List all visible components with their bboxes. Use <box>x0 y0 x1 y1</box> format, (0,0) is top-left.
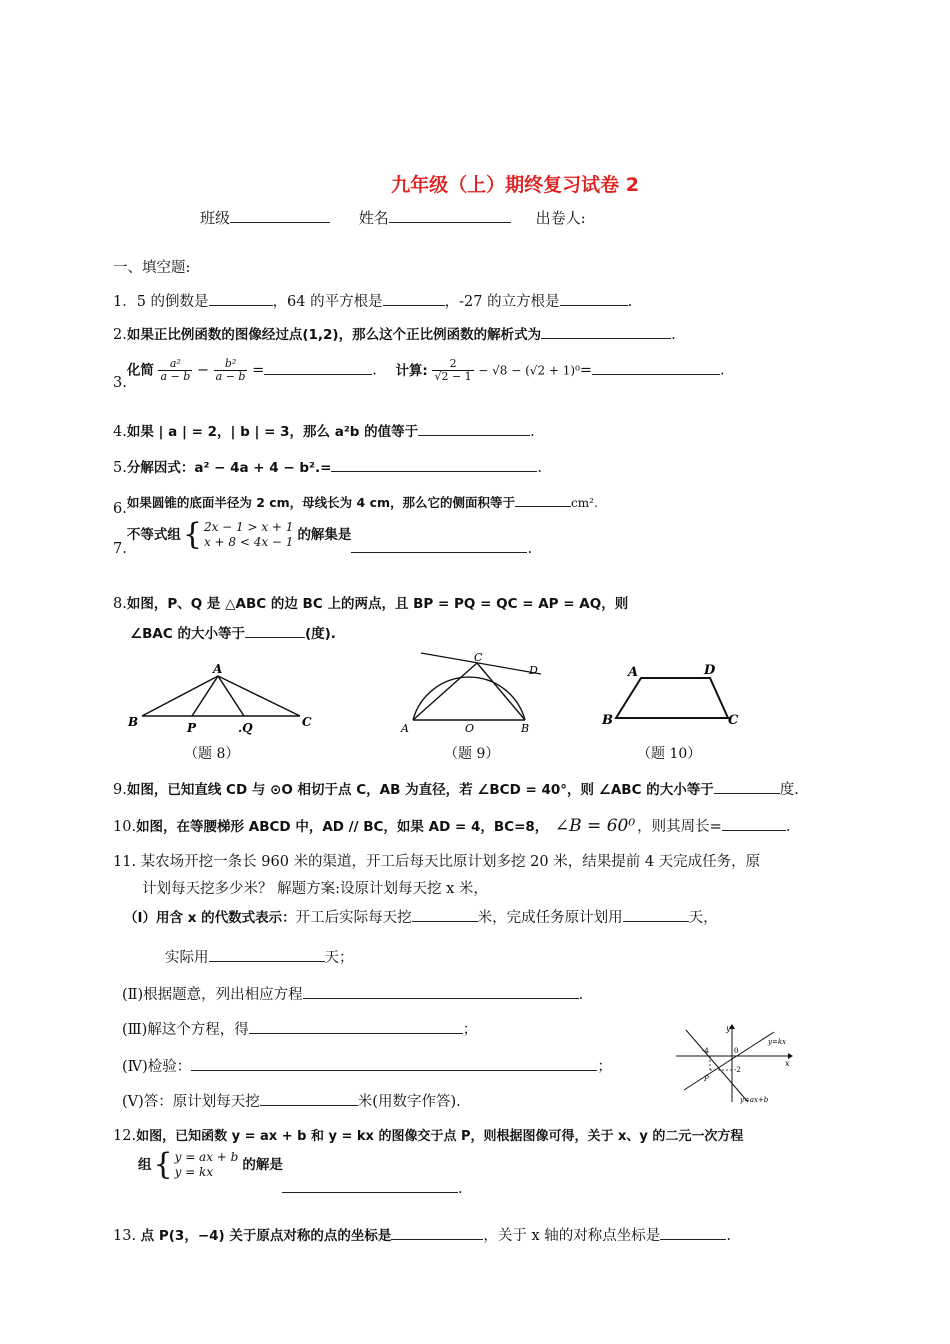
q8-text-2: ∠BAC 的大小等于 <box>130 626 245 642</box>
fig10-label-d: D <box>704 663 716 678</box>
q6-unit: cm². <box>571 496 598 510</box>
q12-blank[interactable] <box>282 1178 458 1193</box>
q11-p1-text-d: 天， <box>688 910 718 926</box>
q6-text: 如果圆锥的底面半径为 2 cm，母线长为 4 cm，那么它的侧面积等于 <box>126 495 516 510</box>
q11-p1-label: （Ⅰ）用含 x 的代数式表示： <box>124 910 296 926</box>
fig9-label-b: B <box>521 722 530 735</box>
graph-label-x: x <box>785 1059 790 1068</box>
q4-number: 4. <box>113 424 127 440</box>
question-5 <box>113 456 542 476</box>
question-13 <box>113 1224 731 1245</box>
fig8-label-a: A <box>213 662 223 676</box>
q1-text-c: ，-27 的立方根是 <box>444 294 560 310</box>
question-8 <box>113 592 628 612</box>
question-11-part2 <box>122 983 583 1004</box>
q11-p4-end: ； <box>597 1059 612 1075</box>
q3-equals: = <box>252 362 265 379</box>
q9-text: 如图，已知直线 CD 与 ⊙O 相切于点 C，AB 为直径，若 ∠BCD = 40°，则 ∠ABC 的大小等于 <box>126 782 714 798</box>
function-graph <box>672 1022 794 1106</box>
q11-p1-text-c: 米，完成任务原计划用 <box>477 910 623 926</box>
q2-end: . <box>671 327 676 343</box>
q13-blank-2[interactable] <box>660 1225 726 1240</box>
q12-text: 如图，已知函数 y = ax + b 和 y = kx 的图像交于点 P，则根据图像可得，关于 x、y 的二元一次方程 <box>136 1129 744 1144</box>
figure-9-circle <box>395 648 545 738</box>
q7-end: . <box>527 541 533 557</box>
section-heading: 一、填空题: <box>113 260 191 276</box>
q1-blank-1[interactable] <box>209 291 273 306</box>
q4-text: 如果 | a | = 2，| b | = 3，那么 a²b 的值等于 <box>126 424 419 440</box>
q7-number: 7. <box>113 541 127 557</box>
q12-solution-label: 的解是 <box>242 1157 283 1173</box>
q11-p2-end: . <box>578 987 584 1003</box>
q9-end: 度. <box>779 782 799 798</box>
q11-p5-end: 米(用数字作答). <box>357 1094 461 1110</box>
q4-end: . <box>530 424 535 440</box>
q10-text: 如图，在等腰梯形 ABCD 中，AD // BC，如果 AD = 4，BC=8， <box>136 819 549 835</box>
q7-system: 2x − 1 > x + 1 x + 8 < 4x − 1 <box>203 520 294 549</box>
q3-end: . <box>372 362 377 379</box>
q11-blank-6[interactable] <box>191 1056 597 1071</box>
q2-blank[interactable] <box>541 324 671 339</box>
fig8-label-b: B <box>128 715 139 729</box>
q1-blank-3[interactable] <box>560 291 628 306</box>
q11-blank-3[interactable] <box>209 947 325 962</box>
question-4 <box>113 420 535 440</box>
fig10-label-b: B <box>602 713 613 728</box>
q13-blank-1[interactable] <box>391 1225 483 1240</box>
q12-end: . <box>458 1181 463 1197</box>
q3-fraction-2: $\frac{\text{b²}}{a - b}$ <box>215 357 246 383</box>
figure-8-caption: （题 8） <box>184 746 240 762</box>
q11-p2-text: (Ⅱ)根据题意，列出相应方程 <box>122 987 303 1003</box>
q10-blank[interactable] <box>722 816 786 831</box>
header-info <box>200 207 586 228</box>
graph-line-kx <box>684 1032 774 1090</box>
q3-fraction-1: $\frac{\text{a²}}{a - b}$ <box>160 357 191 383</box>
question-12-answer <box>282 1178 463 1197</box>
q1-end: . <box>627 294 633 310</box>
figure-10-caption: （题 10） <box>637 746 702 762</box>
page-title: 九年级（上）期终复习试卷 2 <box>391 174 639 196</box>
q8-blank[interactable] <box>245 623 305 638</box>
q11-blank-4[interactable] <box>303 984 579 999</box>
question-11-line1: 11. 某农场开挖一条长 960 米的渠道，开工后每天比原计划多挖 20 米，结果提前 4 天完成任务，原 <box>113 854 761 870</box>
fig9-semicircle <box>413 677 525 720</box>
q1-text-a: 1．5 的倒数是 <box>113 294 209 310</box>
q11-blank-5[interactable] <box>249 1019 463 1034</box>
graph-label-kx: y=kx <box>768 1038 787 1046</box>
q1-text-b: ，64 的平方根是 <box>272 294 383 310</box>
q10-text-2: ，则其周长= <box>637 819 722 835</box>
q13-text-b: ，关于 x 轴的对称点坐标是 <box>483 1228 661 1244</box>
q11-p4-text: (Ⅳ)检验： <box>122 1059 192 1075</box>
q12-brace: { <box>153 1147 173 1182</box>
q9-blank[interactable] <box>714 779 780 794</box>
fig8-label-c: C <box>302 715 312 729</box>
q3-number: 3. <box>113 374 127 391</box>
fig9-label-d: D <box>529 664 538 677</box>
q7-blank[interactable] <box>351 538 527 553</box>
q11-blank-7[interactable] <box>260 1091 358 1106</box>
fig10-label-c: C <box>728 713 739 728</box>
fig10-trapezoid-shape <box>616 678 728 718</box>
q4-blank[interactable] <box>418 421 530 436</box>
question-11-part1 <box>124 906 718 927</box>
q11-blank-1[interactable] <box>412 907 478 922</box>
q11-p3-text: (Ⅲ)解这个方程，得 <box>122 1022 249 1038</box>
q8-text: 如图，P、Q 是 △ABC 的边 BC 上的两点，且 BP = PQ = QC = AP = AQ，则 <box>126 596 629 612</box>
q11-p1-text-f: 天； <box>324 950 354 966</box>
fig8-side-ab <box>142 676 218 716</box>
question-11-part4 <box>122 1055 612 1076</box>
q5-text: 分解因式：a² − 4a + 4 − b².= <box>126 460 332 476</box>
q3-equals-2: = <box>579 362 593 379</box>
q11-blank-2[interactable] <box>623 907 689 922</box>
question-2 <box>113 323 676 343</box>
q10-angle: ∠B = 60⁰ <box>554 816 636 836</box>
figure-10-trapezoid <box>598 656 748 736</box>
name-label: 姓名 <box>358 209 389 227</box>
q5-blank[interactable] <box>331 457 537 472</box>
question-11-part3 <box>122 1018 477 1039</box>
q8-unit: (度). <box>304 626 336 642</box>
q6-blank[interactable] <box>515 492 571 507</box>
q3-compute-label: 计算: <box>395 362 428 379</box>
q13-end: . <box>726 1228 731 1244</box>
fig8-label-q: .Q <box>238 721 253 735</box>
graph-label-p: P <box>704 1075 709 1083</box>
graph-label-axb: y=ax+b <box>740 1096 769 1104</box>
graph-label-origin: 0 <box>734 1047 739 1055</box>
question-9 <box>113 778 799 799</box>
q9-number: 9. <box>113 782 127 798</box>
q11-p1-text-e: 实际用 <box>165 950 209 966</box>
class-blank[interactable] <box>230 208 330 223</box>
name-blank[interactable] <box>389 208 511 223</box>
question-7 <box>113 517 533 557</box>
q7-solution-label: 的解集是 <box>297 527 352 543</box>
q12-group-label: 组 <box>138 1157 152 1173</box>
fig9-label-c: C <box>474 651 483 664</box>
question-12-system <box>138 1147 283 1182</box>
question-12 <box>113 1125 743 1144</box>
q5-end: . <box>537 460 543 476</box>
q12-equations: y = ax + b y = kx <box>174 1150 239 1179</box>
question-8-line2 <box>130 622 336 642</box>
q11-p3-end: ； <box>462 1022 478 1038</box>
q1-blank-2[interactable] <box>383 291 445 306</box>
author-label: 出卷人: <box>535 209 586 227</box>
q3-simplify-label: 化简 <box>126 362 154 379</box>
question-1 <box>113 290 632 311</box>
q8-number: 8. <box>113 596 127 612</box>
fig9-chord-bc <box>477 663 525 720</box>
graph-label-y: y <box>726 1024 731 1033</box>
q10-number: 10. <box>113 819 137 835</box>
q5-number: 5. <box>113 460 127 476</box>
question-3 <box>113 357 725 391</box>
q7-label: 不等式组 <box>126 527 181 543</box>
q6-number: 6. <box>113 501 127 517</box>
q13-number: 13. <box>113 1228 137 1244</box>
question-11-line2: 计划每天挖多少米？ 解题方案:设原计划每天挖 x 米， <box>142 881 488 897</box>
question-11-part5 <box>122 1090 461 1111</box>
q2-number: 2. <box>113 327 127 343</box>
fig8-label-p: P <box>187 721 197 735</box>
q13-text-a: 点 P(3，−4) 关于原点对称的点的坐标是 <box>140 1228 392 1244</box>
fig9-label-a: A <box>401 722 409 735</box>
q3-expression: − √8 − (√2 + 1)⁰ <box>478 363 580 378</box>
graph-label-minus2: -2 <box>734 1066 741 1074</box>
figure-8-triangle <box>120 660 320 740</box>
q3-minus: − <box>196 362 210 379</box>
fig9-chord-ac <box>413 663 477 720</box>
figure-9-caption: （题 9） <box>444 746 500 762</box>
graph-label-minus4: -4 <box>702 1047 709 1055</box>
class-label: 班级 <box>200 209 231 227</box>
fig9-label-o: O <box>465 722 475 735</box>
question-10 <box>113 815 790 836</box>
question-6 <box>113 492 598 517</box>
q10-end: . <box>785 819 791 835</box>
q3-blank-2[interactable] <box>592 360 720 375</box>
q3-end-2: . <box>720 362 725 379</box>
q11-p5-text: (Ⅴ)答：原计划每天挖 <box>122 1094 260 1110</box>
question-11-part1-b <box>165 946 354 967</box>
q12-number: 12. <box>113 1128 137 1144</box>
q11-p1-text-b: 开工后实际每天挖 <box>295 910 412 926</box>
q7-brace: { <box>182 517 202 552</box>
q3-fraction-3: $\frac{2}{√2 - 1}$ <box>434 357 472 383</box>
q3-blank-1[interactable] <box>264 360 372 375</box>
q2-text: 如果正比例函数的图像经过点(1,2)，那么这个正比例函数的解析式为 <box>126 327 542 343</box>
fig10-label-a: A <box>628 665 639 680</box>
